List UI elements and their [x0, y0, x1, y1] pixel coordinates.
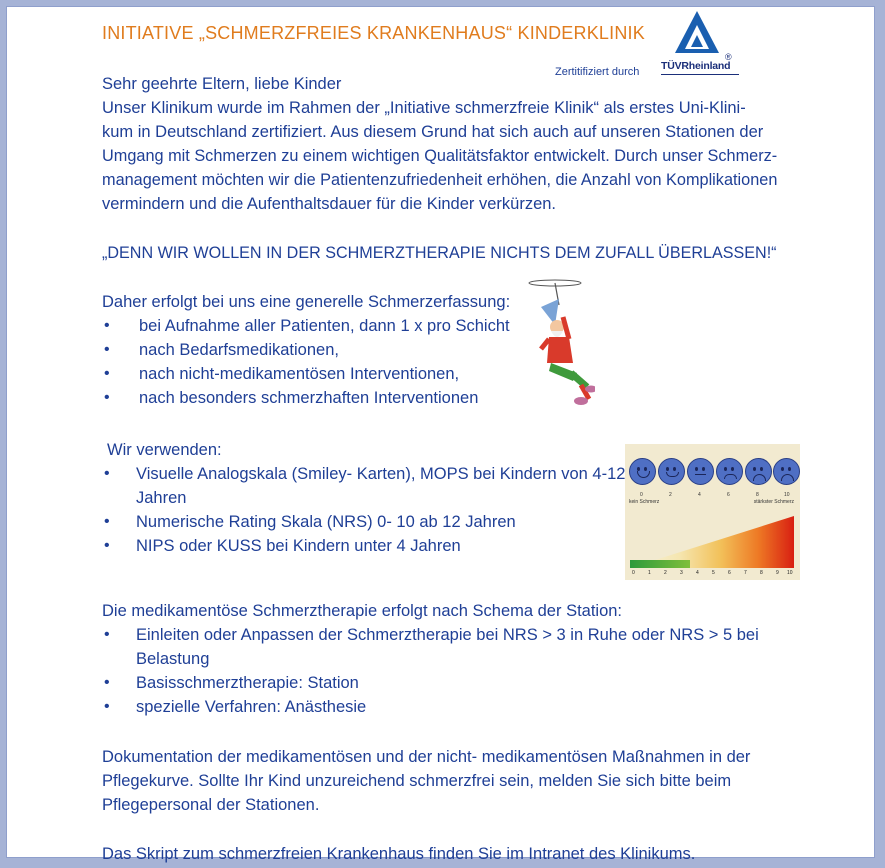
tuv-logo-text: TÜVRheinland: [661, 60, 731, 72]
list-item: nach nicht-medikamentösen Interventionen,: [139, 365, 460, 383]
green-zone: [630, 560, 690, 568]
list-item-continued: Belastung: [136, 650, 210, 668]
bullet: •: [104, 317, 110, 334]
bullet: •: [104, 674, 110, 691]
documentation-line: Pflegepersonal der Stationen.: [102, 796, 320, 814]
bullet: •: [104, 341, 110, 358]
documentation-line: Dokumentation der medikamentösen und der nicht- medikamentösen Maßnahmen in der: [102, 748, 751, 766]
list-item: nach besonders schmerzhaften Interventionen: [139, 389, 479, 407]
smiley-face-icon: [658, 458, 685, 485]
gnome-illustration: [515, 277, 595, 407]
list-item: Visuelle Analogskala (Smiley- Karten), MOPS bei Kindern von 4-12: [136, 465, 626, 483]
intro-line: Unser Klinikum wurde im Rahmen der „Initiative schmerzfreie Klinik“ als erstes Uni-Klini-: [102, 99, 746, 117]
list-item: Numerische Rating Skala (NRS) 0- 10 ab 12 Jahren: [136, 513, 516, 531]
footer-note: Das Skript zum schmerzfreien Krankenhaus finden Sie im Intranet des Klinikums.: [102, 845, 696, 863]
certified-by-label: Zertitifiziert durch: [555, 66, 640, 78]
bullet: •: [104, 513, 110, 530]
pain-scale-graphic: 0 2 4 6 8 10 kein Schmerz stärkster Schmerz 0 1 2 3 4 5 6 7 8 9 10: [625, 444, 800, 580]
sad-face-icon: [716, 458, 743, 485]
tuv-underline: [661, 74, 739, 75]
list-item: NIPS oder KUSS bei Kindern unter 4 Jahren: [136, 537, 461, 555]
crying-face-icon: [773, 458, 800, 485]
nrs-ticks: 0 1 2 3 4 5 6 7 8 9 10: [632, 570, 793, 576]
intro-line: management möchten wir die Patientenzufriedenheit erhöhen, die Anzahl von Komplikationen: [102, 171, 778, 189]
intro-line: vermindern und die Aufenthaltsdauer für die Kinder verkürzen.: [102, 195, 557, 213]
therapy-heading: Die medikamentöse Schmerztherapie erfolgt nach Schema der Station:: [102, 602, 623, 620]
registered-mark: ®: [725, 52, 732, 62]
motto-quote: „DENN WIR WOLLEN IN DER SCHMERZTHERAPIE NICHTS DEM ZUFALL ÜBERLASSEN!“: [102, 244, 777, 262]
page-title: INITIATIVE „SCHMERZFREIES KRANKENHAUS“ KINDERKLINIK: [102, 23, 645, 43]
sad-face-icon: [745, 458, 772, 485]
greeting: Sehr geehrte Eltern, liebe Kinder: [102, 75, 342, 93]
list-item: nach Bedarfsmedikationen,: [139, 341, 339, 359]
list-item: Basisschmerztherapie: Station: [136, 674, 359, 692]
list-item-continued: Jahren: [136, 489, 187, 507]
bullet: •: [104, 698, 110, 715]
bullet: •: [104, 365, 110, 382]
tuv-triangle-icon: [659, 7, 745, 63]
tools-heading: Wir verwenden:: [107, 441, 222, 459]
smiley-face-icon: [629, 458, 656, 485]
scale-label-left: kein Schmerz: [629, 499, 660, 505]
assessment-heading: Daher erfolgt bei uns eine generelle Schmerzerfassung:: [102, 293, 511, 311]
list-item: spezielle Verfahren: Anästhesie: [136, 698, 367, 716]
list-item: bei Aufnahme aller Patienten, dann 1 x pro Schicht: [139, 317, 510, 335]
bullet: •: [104, 537, 110, 554]
neutral-face-icon: [687, 458, 714, 485]
intro-line: kum in Deutschland zertifiziert. Aus diesem Grund hat sich auch auf unseren Stationen der: [102, 123, 764, 141]
bullet: •: [104, 389, 110, 406]
bullet: •: [104, 465, 110, 482]
scale-label-right: stärkster Schmerz: [753, 499, 794, 505]
bullet: •: [104, 626, 110, 643]
document-page: [6, 6, 875, 863]
intro-line: Umgang mit Schmerzen zu einem wichtigen Qualitätsfaktor entwickelt. Durch unser Schmerz-: [102, 147, 778, 165]
list-item: Einleiten oder Anpassen der Schmerztherapie bei NRS > 3 in Ruhe oder NRS > 5 bei: [136, 626, 759, 644]
documentation-line: Pflegekurve. Sollte Ihr Kind unzureichend schmerzfrei sein, melden Sie sich bitte beim: [102, 772, 732, 790]
